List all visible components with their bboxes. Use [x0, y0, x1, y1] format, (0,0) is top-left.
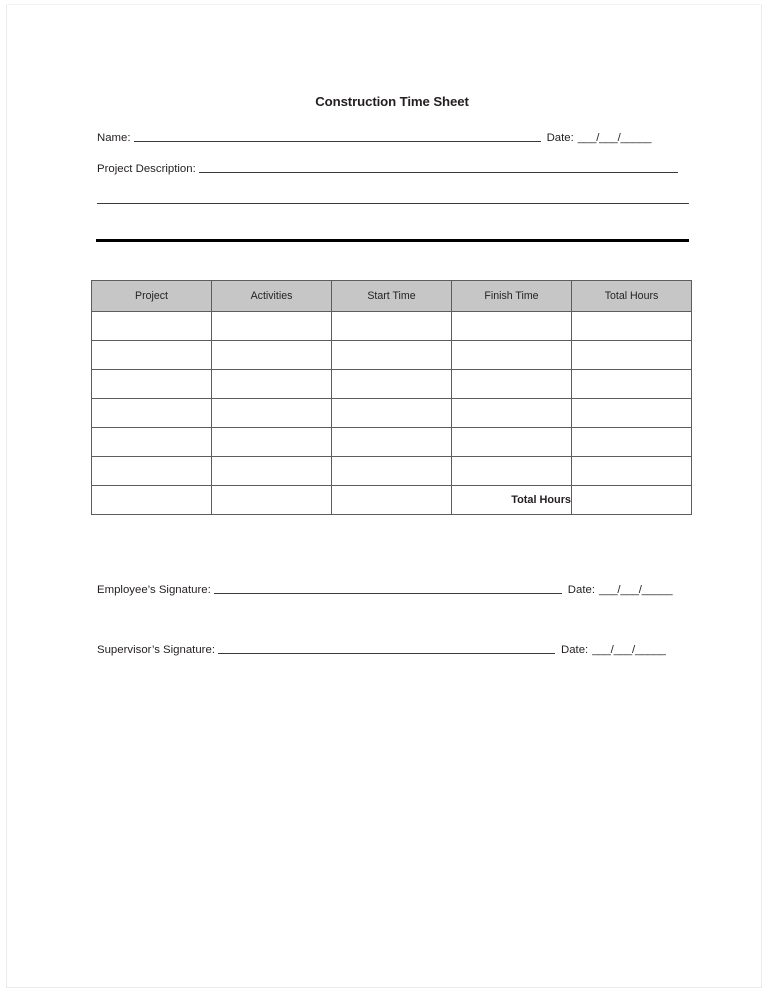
column-header-project: Project	[92, 281, 212, 312]
cell-finish-time[interactable]	[452, 341, 572, 370]
cell-project[interactable]	[92, 341, 212, 370]
name-input[interactable]	[134, 130, 541, 142]
date-label: Date:	[546, 132, 574, 144]
supervisor-signature-row	[97, 641, 666, 656]
table-row	[92, 428, 692, 457]
cell-start-time[interactable]	[332, 370, 452, 399]
cell-project[interactable]	[92, 399, 212, 428]
employee-date-input[interactable]: ___/___/_____	[599, 584, 673, 596]
supervisor-date-label: Date:	[560, 644, 589, 656]
project-description-field-row	[97, 160, 678, 175]
column-header-activities: Activities	[212, 281, 332, 312]
cell-project[interactable]	[92, 428, 212, 457]
cell-activities[interactable]	[212, 341, 332, 370]
cell-activities[interactable]	[212, 457, 332, 486]
cell-start-time[interactable]	[332, 428, 452, 457]
name-field-row	[97, 129, 651, 144]
cell-start-time[interactable]	[332, 486, 452, 515]
cell-activities[interactable]	[212, 428, 332, 457]
project-description-continuation-line[interactable]	[97, 203, 689, 204]
employee-signature-row	[97, 581, 672, 596]
cell-total-hours[interactable]	[572, 341, 692, 370]
table-row	[92, 370, 692, 399]
document-content	[91, 5, 693, 987]
column-header-finish-time: Finish Time	[452, 281, 572, 312]
cell-start-time[interactable]	[332, 341, 452, 370]
supervisor-signature-label: Supervisor’s Signature:	[97, 644, 215, 656]
cell-total-hours[interactable]	[572, 428, 692, 457]
project-description-input[interactable]	[199, 161, 678, 173]
cell-total-hours[interactable]	[572, 370, 692, 399]
cell-finish-time[interactable]	[452, 457, 572, 486]
cell-finish-time[interactable]	[452, 428, 572, 457]
total-hours-value[interactable]	[572, 486, 692, 515]
cell-project[interactable]	[92, 457, 212, 486]
cell-start-time[interactable]	[332, 399, 452, 428]
project-description-label: Project Description:	[97, 163, 196, 175]
cell-activities[interactable]	[212, 370, 332, 399]
column-header-total-hours: Total Hours	[572, 281, 692, 312]
table-row	[92, 399, 692, 428]
section-divider	[96, 239, 689, 242]
document-page	[6, 4, 762, 988]
cell-activities[interactable]	[212, 486, 332, 515]
cell-activities[interactable]	[212, 399, 332, 428]
supervisor-signature-input[interactable]	[218, 642, 555, 654]
date-input[interactable]: ___/___/_____	[577, 132, 652, 144]
cell-project[interactable]	[92, 370, 212, 399]
name-label: Name:	[97, 132, 131, 144]
employee-signature-label: Employee’s Signature:	[97, 584, 211, 596]
total-hours-label: Total Hours	[452, 486, 572, 515]
table-row	[92, 312, 692, 341]
page-title: Construction Time Sheet	[315, 94, 469, 109]
cell-project[interactable]	[92, 486, 212, 515]
cell-project[interactable]	[92, 312, 212, 341]
table-total-row	[92, 486, 692, 515]
supervisor-date-input[interactable]: ___/___/_____	[592, 644, 666, 656]
table-header-row	[92, 281, 692, 312]
cell-activities[interactable]	[212, 312, 332, 341]
cell-total-hours[interactable]	[572, 312, 692, 341]
cell-finish-time[interactable]	[452, 399, 572, 428]
column-header-start-time: Start Time	[332, 281, 452, 312]
cell-total-hours[interactable]	[572, 399, 692, 428]
table-row	[92, 457, 692, 486]
cell-finish-time[interactable]	[452, 370, 572, 399]
time-sheet-table	[91, 280, 692, 515]
cell-start-time[interactable]	[332, 312, 452, 341]
employee-signature-input[interactable]	[214, 582, 562, 594]
cell-total-hours[interactable]	[572, 457, 692, 486]
cell-start-time[interactable]	[332, 457, 452, 486]
employee-date-label: Date:	[567, 584, 595, 596]
table-row	[92, 341, 692, 370]
cell-finish-time[interactable]	[452, 312, 572, 341]
